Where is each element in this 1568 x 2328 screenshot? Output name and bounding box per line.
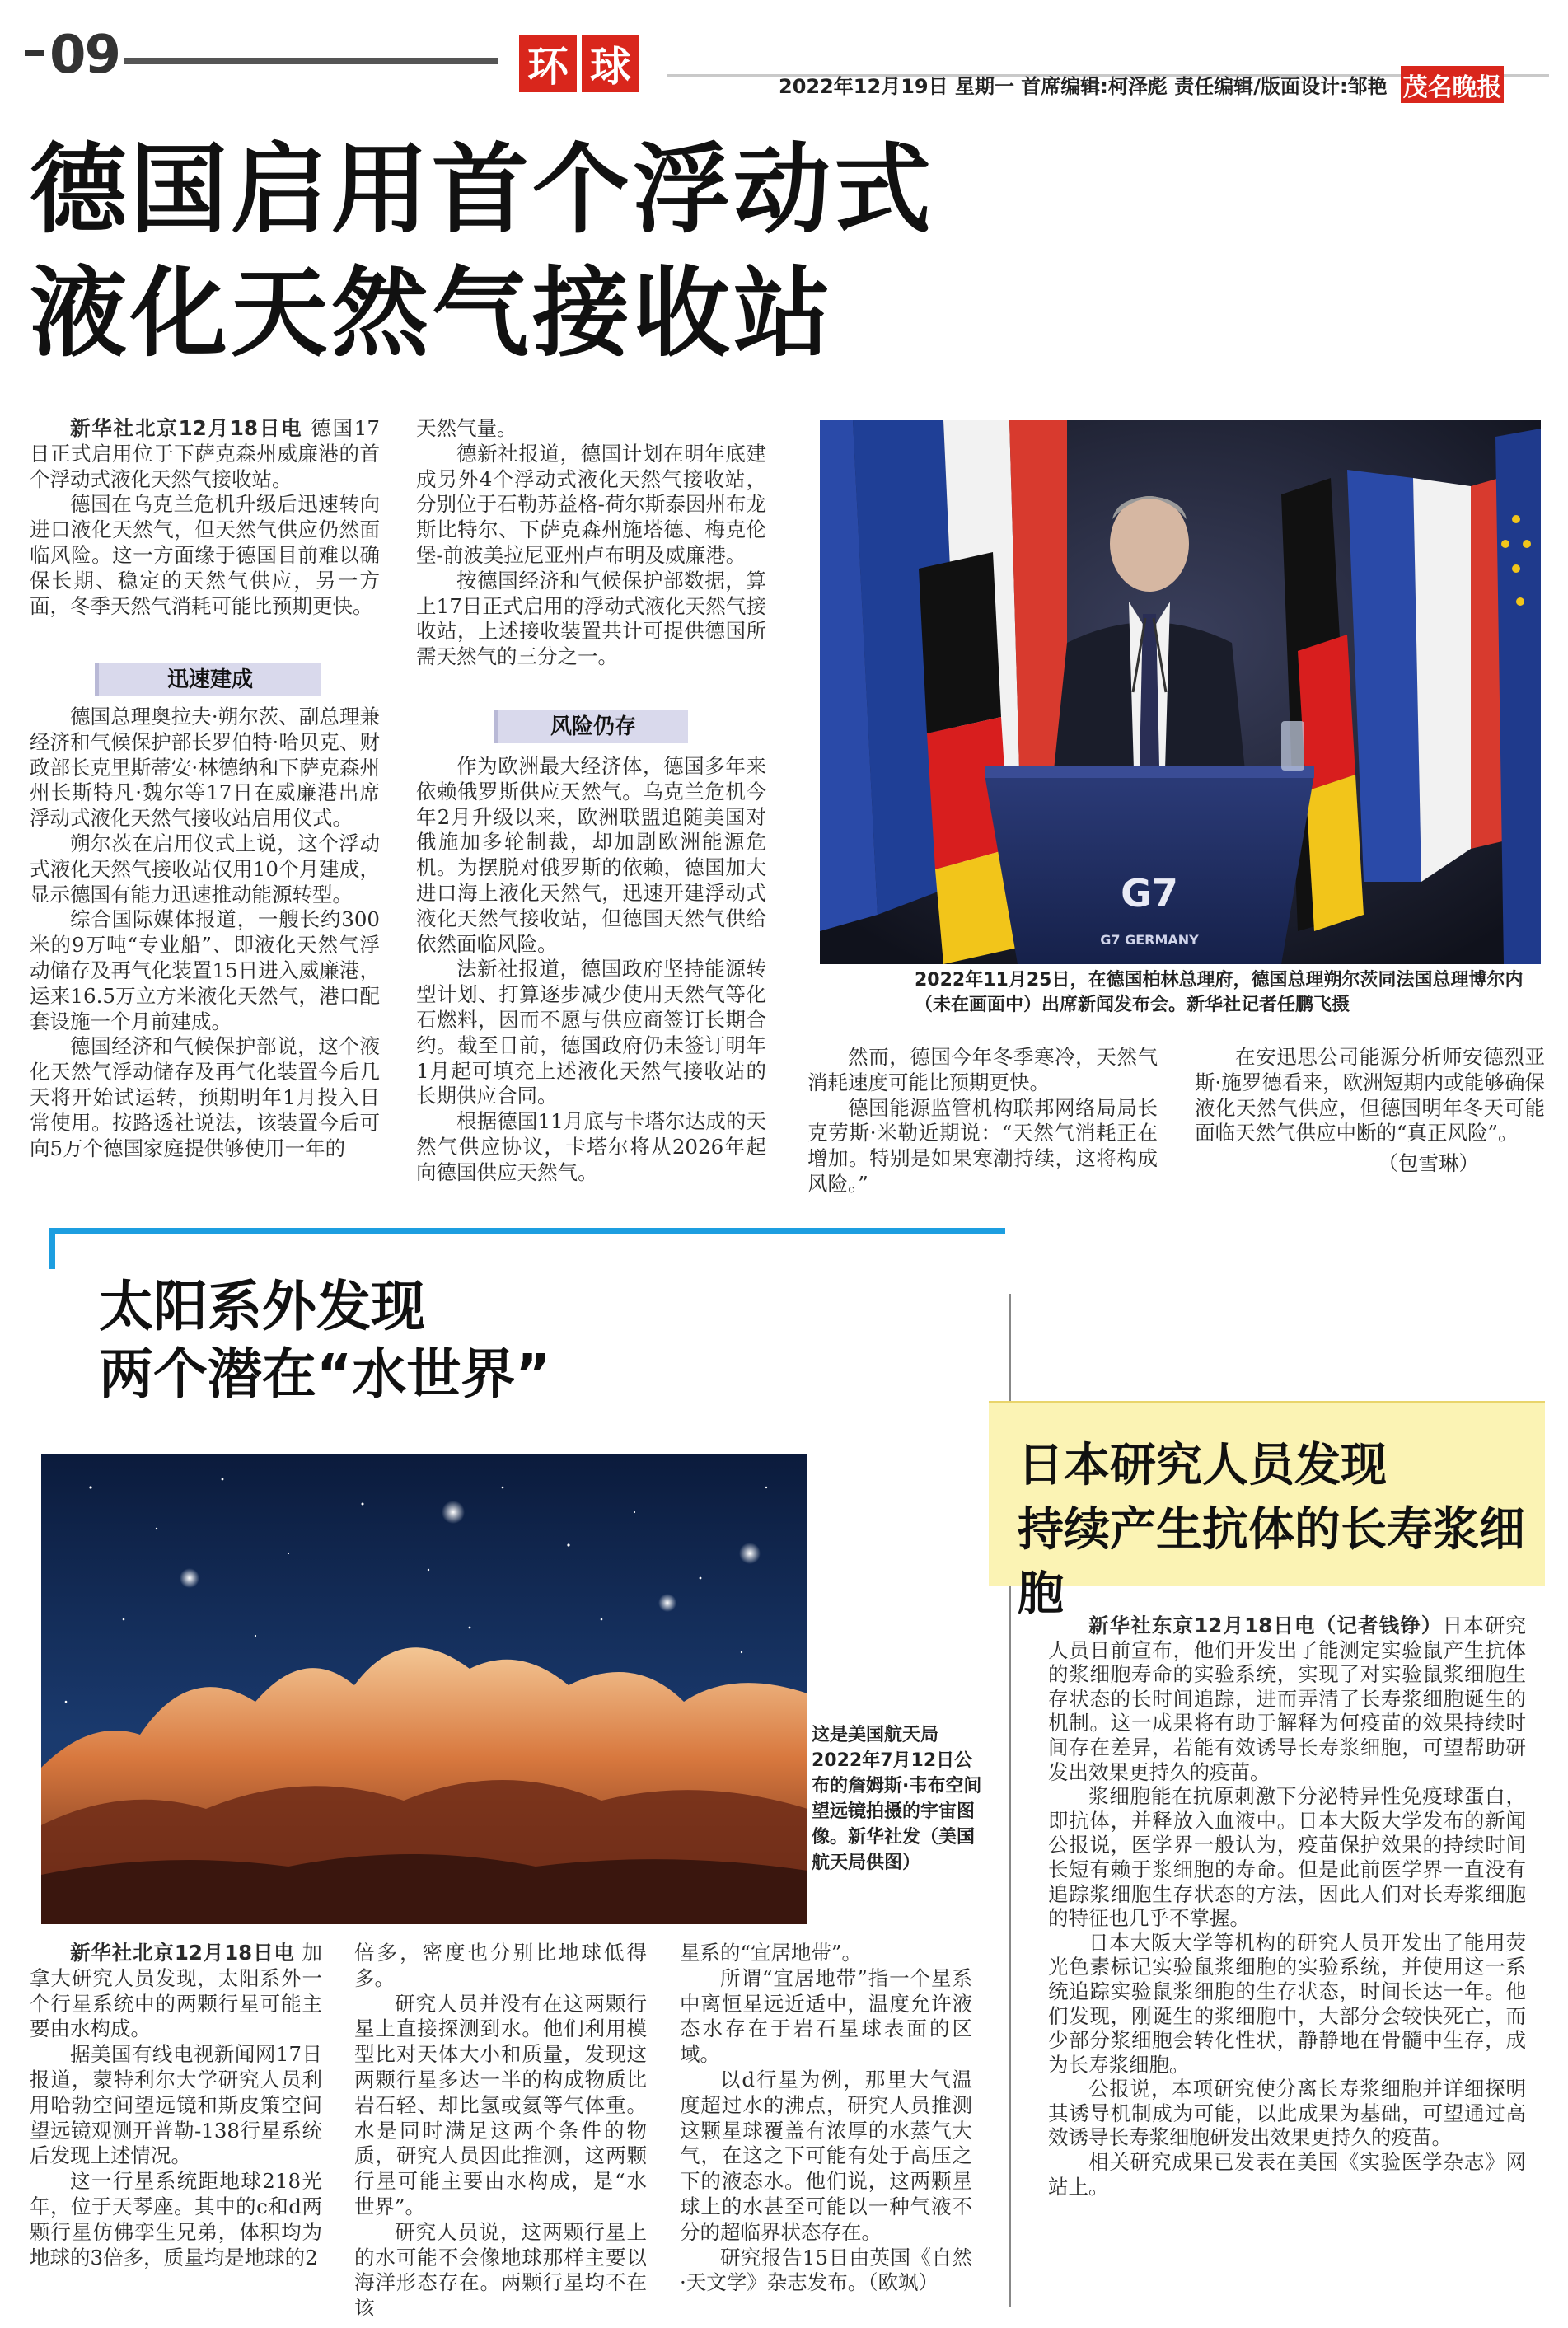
space-headline <box>99 1273 551 1408</box>
paragraph: 天然气量。 <box>416 416 517 440</box>
paragraph: 倍多，密度也分别比地球低得多。 <box>354 1941 647 1990</box>
section-char: 球 <box>582 35 639 92</box>
paragraph: 德国总理奥拉夫·朔尔茨、副总理兼经济和气候保护部长罗伯特·哈贝克、财政部长克里斯蒂安·林德纳和下萨克森州州长斯特凡·魏尔等17日在威廉港出席浮动式液化天然气接收站启用仪式。 <box>30 705 380 831</box>
byline: （包雪琳） <box>1378 1151 1479 1176</box>
paragraph: 德国在乌克兰危机升级后迅速转向进口液化天然气，但天然气供应仍然面临风险。这一方面缘于德国目前难以确保长期、稳定的天然气供应，另一方面，冬季天然气消耗可能比预期更快。 <box>30 492 380 618</box>
paragraph: 这一行星系统距地球218光年，位于天琴座。其中的c和d两颗行星仿佛孪生兄弟，体积均为地球的3倍多，质量均是地球的2 <box>30 2169 322 2269</box>
headline-line: 持续产生抗体的长寿浆细胞 <box>1018 1503 1525 1621</box>
subhead <box>494 710 688 743</box>
article-column <box>680 1941 972 2296</box>
article-column <box>354 1941 647 2321</box>
paragraph: 日本大阪大学等机构的研究人员开发出了能用荧光色素标记实验鼠浆细胞的实验系统，并使用这一系统追踪实验鼠浆细胞的生存状态，时间长达一年。他们发现，刚诞生的浆细胞中，大部分会较快死亡，而少部分浆细胞会转化性状，静静地在骨髓中生存，成为长寿浆细胞。 <box>1048 1930 1526 2077</box>
article-column <box>416 416 766 670</box>
lead-source: 新华社东京12月18日电（记者钱铮） <box>1088 1614 1443 1637</box>
article-column <box>1048 1614 1526 2199</box>
section-badge <box>519 35 639 92</box>
paragraph: 德国经济和气候保护部说，这个液化天然气浮动储存及再气化装置今后几天将开始试运转，预期明年1月投入日常使用。按路透社说法，该装置今后可向5万个德国家庭提供够使用一年的 <box>30 1034 380 1160</box>
paragraph: 所谓“宜居地带”指一个星系中离恒星远近适中，温度允许液态水存在于岩石星球表面的区域。 <box>680 1965 972 2067</box>
headline-line: 太阳系外发现 <box>99 1275 425 1338</box>
section-char: 环 <box>519 35 577 92</box>
main-headline <box>30 128 934 375</box>
paragraph: 以d行星为例，那里大气温度超过水的沸点，研究人员推测这颗星球覆盖有浓厚的水蒸气大气，在这之下可能有处于高压之下的液态水。他们说，这两颗星球上的水甚至可能以一种气液不分的超临界状态存在。 <box>680 2067 972 2244</box>
lead-source: 新华社北京12月18日电 <box>70 1941 295 1965</box>
paragraph: 在安迅思公司能源分析师安德烈亚斯·施罗德看来，欧洲短期内或能够确保液化天然气供应，但德国明年冬天可能面临天然气供应中断的“真正风险”。 <box>1195 1045 1545 1145</box>
dateline: 2022年12月19日 星期一 首席编辑:柯泽彪 责任编辑/版面设计:邹艳 <box>779 75 1388 98</box>
subhead <box>95 663 321 696</box>
paragraph: 相关研究成果已发表在美国《实验医学杂志》网站上。 <box>1048 2150 1526 2199</box>
subhead-label: 迅速建成 <box>166 667 253 692</box>
article-column <box>30 705 380 1161</box>
paragraph: 研究报告15日由英国《自然·天文学》杂志发布。（欧飒） <box>680 2245 972 2295</box>
article-column <box>30 1941 322 2270</box>
svg-text:G7: G7 <box>1121 871 1178 916</box>
paragraph: 德国17日正式启用位于下萨克森州威廉港的首个浮动式液化天然气接收站。 <box>30 416 380 491</box>
podium-text: G7 GERMANY <box>1100 932 1199 948</box>
nebula-photo <box>41 1454 807 1924</box>
paragraph: 综合国际媒体报道，一艘长约300米的9万吨“专业船”、即液化天然气浮动储存及再气化装置15日进入威廉港，运来16.5万立方米液化天然气，港口配套设施一个月前建成。 <box>30 907 380 1033</box>
header-rule <box>124 58 498 64</box>
paragraph: 德新社报道，德国计划在明年底建成另外4个浮动式液化天然气接收站，分别位于石勒苏益格-荷尔斯泰因州布龙斯比特尔、下萨克森州施塔德、梅克伦堡-前波美拉尼亚州卢布明及威廉港。 <box>416 441 766 567</box>
nebula-illustration <box>41 1454 807 1924</box>
paragraph: 然而，德国今年冬季寒冷，天然气消耗速度可能比预期更快。 <box>807 1045 1158 1094</box>
paragraph: 按德国经济和气候保护部数据，算上17日正式启用的浮动式液化天然气接收站，上述接收装置共计可提供德国所需天然气的三分之一。 <box>416 568 766 669</box>
press-conference-illustration <box>820 420 1541 964</box>
paragraph: 根据德国11月底与卡塔尔达成的天然气供应协议，卡塔尔将从2026年起向德国供应天然气。 <box>416 1109 766 1184</box>
japan-headline <box>1018 1434 1568 1627</box>
photo-caption: 这是美国航天局2022年7月12日公布的詹姆斯·韦布空间望远镜拍摄的宇宙图像。新华社发（美国航天局供图） <box>812 1725 982 1873</box>
headline-box-edge <box>989 1401 1545 1403</box>
paragraph: 朔尔茨在启用仪式上说，这个浮动式液化天然气接收站仅用10个月建成，显示德国有能力迅速推动能源转型。 <box>30 831 380 906</box>
paragraph: 研究人员说，这两颗行星上的水可能不会像地球那样主要以海洋形态存在。两颗行星均不在该 <box>354 2219 647 2321</box>
paragraph: 作为欧洲最大经济体，德国多年来依赖俄罗斯供应天然气。乌克兰危机今年2月升级以来，欧洲联盟追随美国对俄施加多轮制裁，却加剧欧洲能源危机。为摆脱对俄罗斯的依赖，德国加大进口海上液化天然气，迅速开建浮动式液化天然气接收站，但德国天然气供给依然面临风险。 <box>416 754 766 956</box>
lead-source: 新华社北京12月18日电 <box>70 416 303 440</box>
paragraph: 加拿大研究人员发现，太阳系外一个行星系统中的两颗行星可能主要由水构成。 <box>30 1941 322 2041</box>
paragraph: 德国能源监管机构联邦网络局局长克劳斯·米勒近期说：“天然气消耗正在增加。特别是如果寒潮持续，这将构成风险。” <box>807 1095 1158 1196</box>
headline-line: 液化天然气接收站 <box>30 256 835 370</box>
photo-caption: 2022年11月25日，在德国柏林总理府，德国总理朔尔茨同法国总理博尔内（未在画面中）出席新闻发布会。新华社记者任鹏飞摄 <box>915 970 1524 1015</box>
article-column <box>30 416 380 619</box>
headline-line: 两个潜在“水世界” <box>99 1342 551 1406</box>
article-column <box>807 1045 1158 1197</box>
article-column <box>1195 1045 1545 1177</box>
press-conference-photo <box>820 420 1541 964</box>
paragraph: 研究人员并没有在这两颗行星上直接探测到水。他们利用模型比对天体大小和质量，发现这两颗行星多达一半的构成物质比岩石轻、却比氢或氦等气体重。水是同时满足这两个条件的物质，研究人员因此推测，这两颗行星可能主要由水构成，是“水世界”。 <box>354 1991 647 2218</box>
paragraph: 星系的“宜居地带”。 <box>680 1941 863 1965</box>
paragraph: 浆细胞能在抗原刺激下分泌特异性免疫球蛋白，即抗体，并释放入血液中。日本大阪大学发布的新闻公报说，医学界一般认为，疫苗保护效果的持续时间长短有赖于浆细胞的寿命。但是此前医学界一直没有追踪浆细胞生存状态的方法，因此人们对长寿浆细胞的特征也几乎不掌握。 <box>1048 1784 1526 1931</box>
page-number: 09 <box>25 25 119 86</box>
subhead-label: 风险仍存 <box>550 714 636 739</box>
paragraph: 公报说，本项研究使分离长寿浆细胞并详细探明其诱导机制成为可能，以此成果为基础，可望通过高效诱导长寿浆细胞研发出效果更持久的疫苗。 <box>1048 2077 1526 2150</box>
headline-line: 德国启用首个浮动式 <box>30 133 935 246</box>
headline-line: 日本研究人员发现 <box>1018 1439 1387 1492</box>
section-bracket <box>49 1228 1005 1234</box>
masthead-logo: 茂名晚报 <box>1401 66 1504 103</box>
paragraph: 日本研究人员日前宣布，他们开发出了能测定实验鼠产生抗体的浆细胞寿命的实验系统，实现了对实验鼠浆细胞生存状态的长时间追踪，进而弄清了长寿浆细胞诞生的机制。这一成果将有助于解释为何疫苗的效果持续时间存在差异，若能有效诱导长寿浆细胞，可望帮助研发出效果更持久的疫苗。 <box>1048 1614 1527 1784</box>
paragraph: 据美国有线电视新闻网17日报道，蒙特利尔大学研究人员利用哈勃空间望远镜和斯皮策空间望远镜观测开普勒-138行星系统后发现上述情况。 <box>30 2042 322 2168</box>
section-bracket <box>49 1228 55 1269</box>
paragraph: 法新社报道，德国政府坚持能源转型计划、打算逐步减少使用天然气等化石燃料，因而不愿与供应商签订长期合约。截至目前，德国政府仍未签订明年1月起可填充上述液化天然气接收站的长期供应合同。 <box>416 957 766 1108</box>
article-column <box>416 754 766 1186</box>
